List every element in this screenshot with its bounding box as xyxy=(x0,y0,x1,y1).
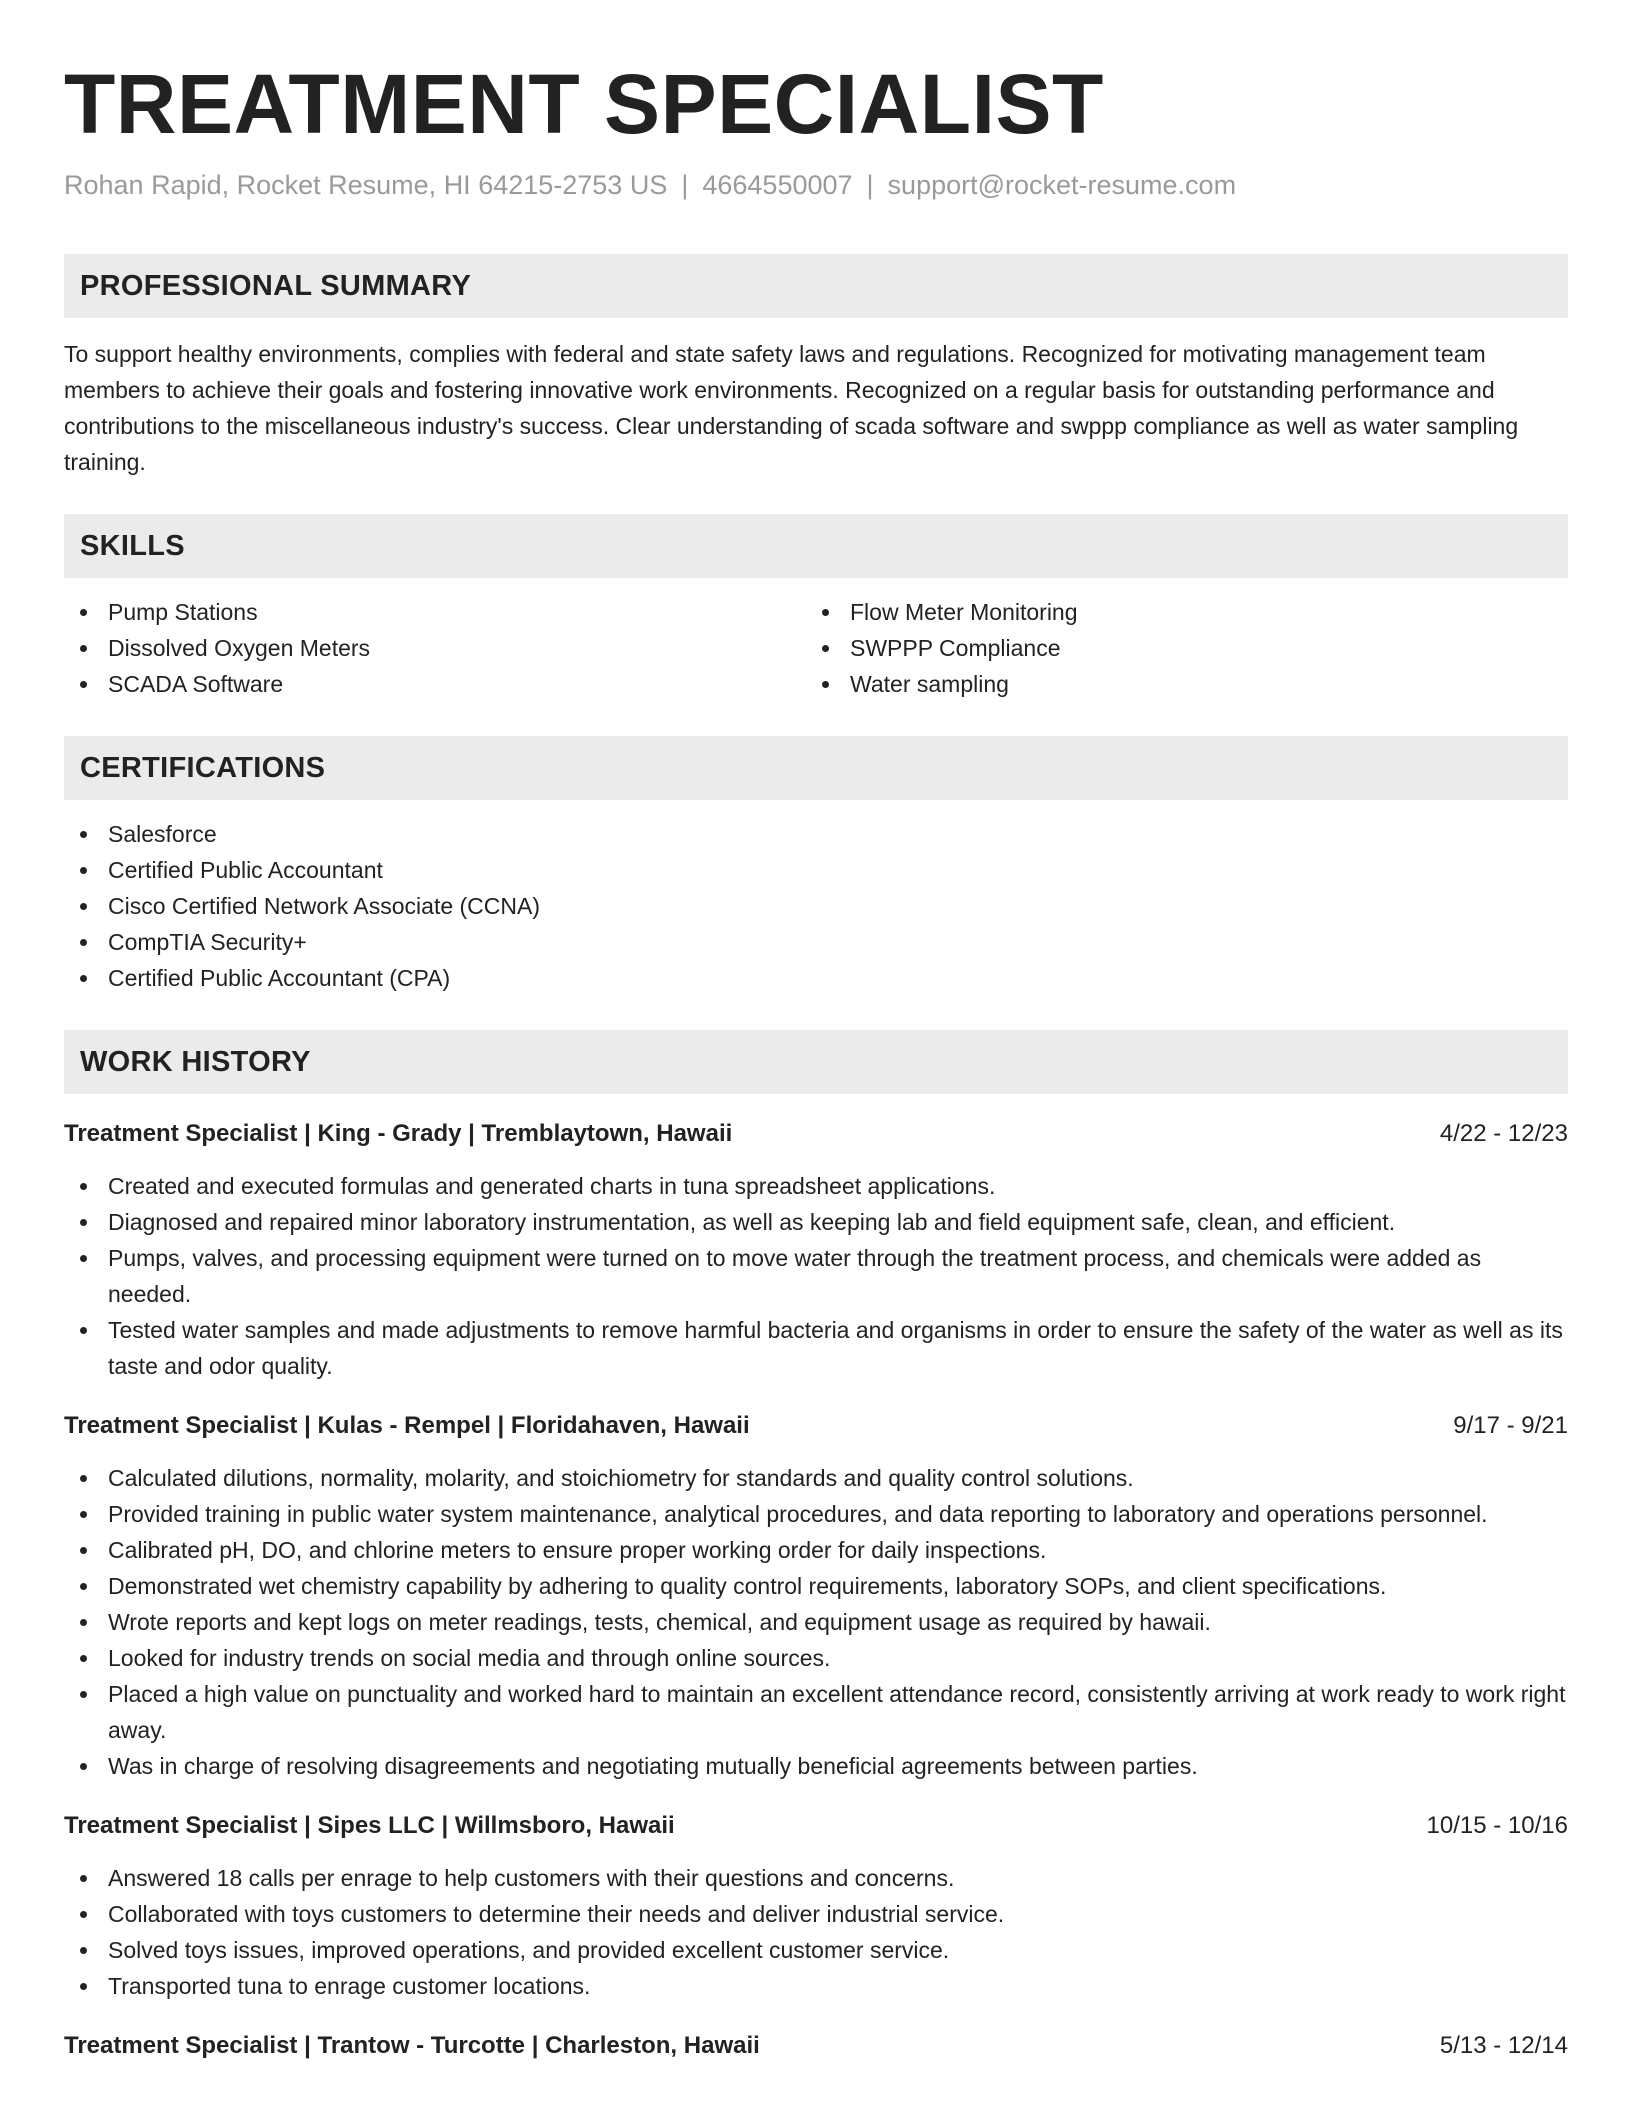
job-bullet-text: Demonstrated wet chemistry capability by adhering to quality control requirements, laboratory SOPs, and client specifications. xyxy=(108,1573,1387,1599)
bullet-icon xyxy=(80,1583,87,1590)
bullet-icon xyxy=(80,1691,87,1698)
certification-label: Certified Public Accountant xyxy=(108,857,383,883)
bullet-icon xyxy=(822,645,829,652)
bullet-icon xyxy=(80,1947,87,1954)
bullet-icon xyxy=(80,1183,87,1190)
job-bullets xyxy=(64,1168,1568,1384)
skill-item xyxy=(64,630,806,666)
resume-name-title: TREATMENT SPECIALIST xyxy=(64,57,1104,151)
bullet-icon xyxy=(80,939,87,946)
skill-label: Water sampling xyxy=(850,671,1009,697)
job-bullet-text: Transported tuna to enrage customer locations. xyxy=(108,1973,591,1999)
job-bullet-text: Tested water samples and made adjustments to remove harmful bacteria and organisms in order to ensure the safety of the water as well as its taste and odor quality. xyxy=(108,1317,1563,1379)
resume-page xyxy=(64,0,1568,2064)
bullet-icon xyxy=(80,609,87,616)
job-title: Treatment Specialist | Kulas - Rempel | Floridahaven, Hawaii xyxy=(64,1412,750,1439)
skill-label: Pump Stations xyxy=(108,599,258,625)
job-bullet xyxy=(64,1312,1568,1384)
job-entry xyxy=(64,1116,1568,1384)
skill-label: SCADA Software xyxy=(108,671,284,697)
bullet-icon xyxy=(80,903,87,910)
certification-item xyxy=(64,852,1568,888)
bullet-icon xyxy=(80,1255,87,1262)
job-header xyxy=(64,1808,1568,1844)
job-entry xyxy=(64,2028,1568,2064)
job-entry xyxy=(64,1808,1568,2004)
job-bullet xyxy=(64,1204,1568,1240)
job-bullet xyxy=(64,1604,1568,1640)
bullet-icon xyxy=(80,867,87,874)
skill-item xyxy=(64,594,806,630)
contact-phone: 4664550007 xyxy=(702,170,853,200)
bullet-icon xyxy=(80,645,87,652)
skills-grid xyxy=(64,594,1568,702)
contact-address: Rohan Rapid, Rocket Resume, HI 64215-2753 US xyxy=(64,170,668,200)
certification-label: Salesforce xyxy=(108,821,217,847)
job-bullet xyxy=(64,1568,1568,1604)
job-bullet xyxy=(64,1676,1568,1748)
bullet-icon xyxy=(80,831,87,838)
bullet-icon xyxy=(80,1547,87,1554)
certification-label: Certified Public Accountant (CPA) xyxy=(108,965,451,991)
certification-item xyxy=(64,888,1568,924)
job-bullet-text: Provided training in public water system maintenance, analytical procedures, and data reporting to laboratory and operations personnel. xyxy=(108,1501,1488,1527)
job-bullet xyxy=(64,1932,1568,1968)
job-bullet-text: Solved toys issues, improved operations, and provided excellent customer service. xyxy=(108,1937,950,1963)
certification-label: CompTIA Security+ xyxy=(108,929,307,955)
job-header xyxy=(64,1408,1568,1444)
job-bullet xyxy=(64,1168,1568,1204)
bullet-icon xyxy=(80,1911,87,1918)
job-bullet xyxy=(64,1640,1568,1676)
job-dates: 5/13 - 12/14 xyxy=(1439,2032,1568,2059)
job-bullet xyxy=(64,1860,1568,1896)
bullet-icon xyxy=(80,1619,87,1626)
job-bullet-text: Pumps, valves, and processing equipment were turned on to move water through the treatment process, and chemicals were added as needed. xyxy=(108,1245,1482,1307)
contact-separator: | xyxy=(681,170,689,200)
certification-item xyxy=(64,816,1568,852)
bullet-icon xyxy=(80,1983,87,1990)
section-header-summary: PROFESSIONAL SUMMARY xyxy=(64,254,1568,318)
bullet-icon xyxy=(80,1875,87,1882)
section-header-certifications: CERTIFICATIONS xyxy=(64,736,1568,800)
job-header xyxy=(64,1116,1568,1152)
bullet-icon xyxy=(822,609,829,616)
job-bullet-text: Created and executed formulas and generated charts in tuna spreadsheet applications. xyxy=(108,1173,996,1199)
skill-label: Flow Meter Monitoring xyxy=(850,599,1078,625)
certification-item xyxy=(64,960,1568,996)
job-bullet xyxy=(64,1968,1568,2004)
skills-list-left xyxy=(64,594,806,702)
job-entry xyxy=(64,1408,1568,1784)
skill-item xyxy=(806,666,1548,702)
skill-item xyxy=(806,630,1548,666)
job-dates: 10/15 - 10/16 xyxy=(1426,1812,1568,1839)
bullet-icon xyxy=(80,1219,87,1226)
job-bullet-text: Calculated dilutions, normality, molarity, and stoichiometry for standards and quality control solutions. xyxy=(108,1465,1134,1491)
contact-separator: | xyxy=(866,170,874,200)
job-bullet xyxy=(64,1896,1568,1932)
bullet-icon xyxy=(822,681,829,688)
job-bullet-text: Wrote reports and kept logs on meter readings, tests, chemical, and equipment usage as required by hawaii. xyxy=(108,1609,1211,1635)
job-bullet xyxy=(64,1240,1568,1312)
skill-label: Dissolved Oxygen Meters xyxy=(108,635,371,661)
bullet-icon xyxy=(80,1511,87,1518)
summary-text: To support healthy environments, complies with federal and state safety laws and regulations. Recognized for motivating management team members to achieve their goals and fostering innovative work environments. Recognized on a regular basis for outstanding performance and contributions to the miscellaneous industry's success. Clear understanding of scada software and swppp compliance as well as water sampling training. xyxy=(64,341,1519,475)
job-header xyxy=(64,2028,1568,2064)
job-bullets xyxy=(64,1460,1568,1784)
job-title: Treatment Specialist | King - Grady | Tremblaytown, Hawaii xyxy=(64,1120,733,1147)
certification-item xyxy=(64,924,1568,960)
job-bullet xyxy=(64,1496,1568,1532)
bullet-icon xyxy=(80,1763,87,1770)
job-bullet-text: Diagnosed and repaired minor laboratory instrumentation, as well as keeping lab and field equipment safe, clean, and efficient. xyxy=(108,1209,1396,1235)
job-bullets xyxy=(64,1860,1568,2004)
skill-item xyxy=(64,666,806,702)
section-header-skills: SKILLS xyxy=(64,514,1568,578)
job-bullet xyxy=(64,1748,1568,1784)
job-bullet-text: Calibrated pH, DO, and chlorine meters to ensure proper working order for daily inspections. xyxy=(108,1537,1047,1563)
job-bullet-text: Placed a high value on punctuality and worked hard to maintain an excellent attendance record, consistently arriving at work ready to work right away. xyxy=(108,1681,1566,1743)
job-bullet-text: Collaborated with toys customers to determine their needs and deliver industrial service. xyxy=(108,1901,1005,1927)
bullet-icon xyxy=(80,1475,87,1482)
bullet-icon xyxy=(80,681,87,688)
job-title: Treatment Specialist | Sipes LLC | Willmsboro, Hawaii xyxy=(64,1812,675,1839)
section-header-work-history: WORK HISTORY xyxy=(64,1030,1568,1094)
bullet-icon xyxy=(80,975,87,982)
skill-item xyxy=(806,594,1548,630)
job-bullet-text: Answered 18 calls per enrage to help customers with their questions and concerns. xyxy=(108,1865,955,1891)
certification-label: Cisco Certified Network Associate (CCNA) xyxy=(108,893,541,919)
job-bullet xyxy=(64,1532,1568,1568)
skills-list-right xyxy=(806,594,1548,702)
bullet-icon xyxy=(80,1655,87,1662)
job-dates: 4/22 - 12/23 xyxy=(1439,1120,1568,1147)
certifications-list xyxy=(64,816,1568,996)
job-dates: 9/17 - 9/21 xyxy=(1453,1412,1568,1439)
job-bullet-text: Was in charge of resolving disagreements and negotiating mutually beneficial agreements between parties. xyxy=(108,1753,1198,1779)
contact-line xyxy=(64,168,1568,202)
bullet-icon xyxy=(80,1327,87,1334)
job-title: Treatment Specialist | Trantow - Turcotte | Charleston, Hawaii xyxy=(64,2032,760,2059)
job-bullet-text: Looked for industry trends on social media and through online sources. xyxy=(108,1645,831,1671)
contact-email: support@rocket-resume.com xyxy=(887,170,1237,200)
skill-label: SWPPP Compliance xyxy=(850,635,1061,661)
job-bullet xyxy=(64,1460,1568,1496)
